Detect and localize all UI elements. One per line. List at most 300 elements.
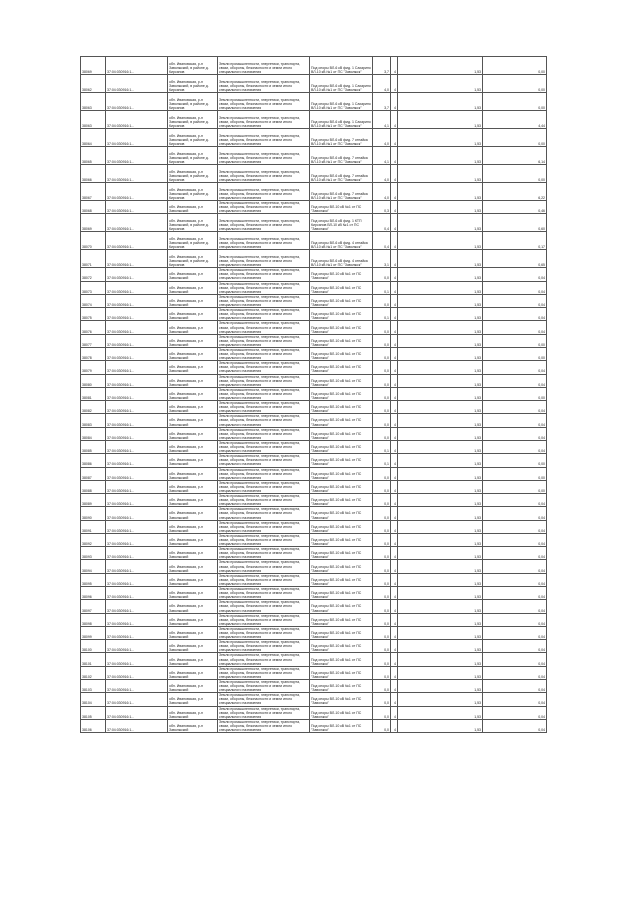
cadastral-number-cell: 37:04:030916:1... bbox=[106, 308, 168, 321]
sum-cell: 0,04 bbox=[483, 440, 547, 453]
sum-cell: 0,60 bbox=[483, 214, 547, 232]
table-row bbox=[81, 640, 547, 653]
table-row bbox=[81, 308, 547, 321]
cadastral-number-cell: 37:04:030916:1... bbox=[106, 201, 168, 214]
permitted-use-cell: Под опоры ВЛ-6 кВ фид. 7 отпайка ВЛ-10 кВ №1 от ПС "Заволжск" bbox=[310, 147, 373, 165]
rate-cell: 1,53 bbox=[398, 547, 483, 560]
location-cell: обл. Ивановская, р-н Заволжский bbox=[168, 533, 218, 546]
rate-cell: 1,53 bbox=[398, 268, 483, 281]
area-cell: 0,0 bbox=[373, 480, 391, 493]
location-cell: обл. Ивановская, р-н Заволжский bbox=[168, 626, 218, 639]
share-cell: 4 bbox=[391, 613, 398, 626]
permitted-use-cell: Под опоры ВЛ-10 кВ №1 от ПС "Заволжск" bbox=[310, 653, 373, 666]
row-id-cell: 38088 bbox=[81, 480, 106, 493]
table-row bbox=[81, 334, 547, 347]
land-category-cell: Земли промышленности, энергетики, транспорта, связи, обороны, безопасности и земли иного специального назначения bbox=[218, 75, 310, 93]
row-id-cell: 38069 bbox=[81, 57, 106, 75]
sum-cell: 0,04 bbox=[483, 693, 547, 706]
rate-cell: 1,53 bbox=[398, 250, 483, 268]
share-cell: 4 bbox=[391, 147, 398, 165]
row-id-cell: 38091 bbox=[81, 520, 106, 533]
permitted-use-cell: Под опоры ВЛ-10 кВ №1 от ПС "Заволжск" bbox=[310, 520, 373, 533]
table-row bbox=[81, 401, 547, 414]
sum-cell: 0,04 bbox=[483, 294, 547, 307]
location-cell: обл. Ивановская, р-н Заволжский bbox=[168, 374, 218, 387]
cadastral-number-cell: 37:04:030916:1... bbox=[106, 719, 168, 732]
cadastral-number-cell: 37:04:030916:1... bbox=[106, 232, 168, 250]
table-row bbox=[81, 183, 547, 201]
sum-cell: 0,00 bbox=[483, 75, 547, 93]
share-cell: 4 bbox=[391, 706, 398, 719]
row-id-cell: 38079 bbox=[81, 361, 106, 374]
area-cell: 0,0 bbox=[373, 587, 391, 600]
location-cell: обл. Ивановская, р-н Заволжский, в районе д. Кирсанов bbox=[168, 75, 218, 93]
land-category-cell: Земли промышленности, энергетики, транспорта, связи, обороны, безопасности и земли иного специального назначения bbox=[218, 347, 310, 360]
share-cell: 4 bbox=[391, 560, 398, 573]
cadastral-number-cell: 37:04:030916:1... bbox=[106, 347, 168, 360]
location-cell: обл. Ивановская, р-н Заволжский bbox=[168, 600, 218, 613]
land-category-cell: Земли промышленности, энергетики, транспорта, связи, обороны, безопасности и земли иного специального назначения bbox=[218, 520, 310, 533]
permitted-use-cell: Под опоры ВЛ-10 кВ №1 от ПС "Заволжск" bbox=[310, 308, 373, 321]
rate-cell: 1,53 bbox=[398, 294, 483, 307]
row-id-cell: 38072 bbox=[81, 268, 106, 281]
area-cell: 0,0 bbox=[373, 693, 391, 706]
location-cell: обл. Ивановская, р-н Заволжский, в районе д. Кирсанов bbox=[168, 57, 218, 75]
table-row bbox=[81, 268, 547, 281]
share-cell: 4 bbox=[391, 361, 398, 374]
share-cell: 4 bbox=[391, 626, 398, 639]
row-id-cell: 38104 bbox=[81, 693, 106, 706]
table-row bbox=[81, 361, 547, 374]
sum-cell: 0,00 bbox=[483, 480, 547, 493]
table-row bbox=[81, 467, 547, 480]
area-cell: 0,0 bbox=[373, 533, 391, 546]
permitted-use-cell: Под опоры ВЛ-10 кВ №1 от ПС "Заволжск" bbox=[310, 600, 373, 613]
sum-cell: 0,17 bbox=[483, 232, 547, 250]
table-row bbox=[81, 494, 547, 507]
rate-cell: 1,53 bbox=[398, 387, 483, 400]
sum-cell: 0,00 bbox=[483, 93, 547, 111]
cadastral-number-cell: 37:04:030916:1... bbox=[106, 75, 168, 93]
cadastral-number-cell: 37:04:030916:1... bbox=[106, 183, 168, 201]
rate-cell: 1,53 bbox=[398, 587, 483, 600]
area-cell: 3,7 bbox=[373, 57, 391, 75]
permitted-use-cell: Под опоры ВЛ-6 кВ фид. 4 отпайка ВЛ-10 кВ №1 от ПС "Заволжск" bbox=[310, 250, 373, 268]
location-cell: обл. Ивановская, р-н Заволжский bbox=[168, 653, 218, 666]
table-row bbox=[81, 706, 547, 719]
table-row bbox=[81, 232, 547, 250]
sum-cell: 0,46 bbox=[483, 201, 547, 214]
table-row bbox=[81, 387, 547, 400]
row-id-cell: 38075 bbox=[81, 308, 106, 321]
row-id-cell: 38099 bbox=[81, 626, 106, 639]
share-cell: 4 bbox=[391, 281, 398, 294]
location-cell: обл. Ивановская, р-н Заволжский bbox=[168, 560, 218, 573]
land-category-cell: Земли промышленности, энергетики, транспорта, связи, обороны, безопасности и земли иного специального назначения bbox=[218, 706, 310, 719]
rate-cell: 1,53 bbox=[398, 520, 483, 533]
permitted-use-cell: Под опоры ВЛ-10 кВ №1 от ПС "Заволжск" bbox=[310, 547, 373, 560]
area-cell: 0,0 bbox=[373, 520, 391, 533]
table-row bbox=[81, 93, 547, 111]
row-id-cell: 38094 bbox=[81, 560, 106, 573]
permitted-use-cell: Под опоры ВЛ-6 кВ фид. 1 Сахарино ВЛ-10 кВ №1 от ПС "Заволжск" bbox=[310, 111, 373, 129]
area-cell: 0,0 bbox=[373, 294, 391, 307]
row-id-cell: 38074 bbox=[81, 294, 106, 307]
share-cell: 4 bbox=[391, 573, 398, 586]
cadastral-number-cell: 37:04:030916:1... bbox=[106, 387, 168, 400]
cadastral-number-cell: 37:04:030916:1... bbox=[106, 507, 168, 520]
area-cell: 0,0 bbox=[373, 626, 391, 639]
cadastral-number-cell: 37:04:030916:1... bbox=[106, 147, 168, 165]
sum-cell: 0,04 bbox=[483, 640, 547, 653]
area-cell: 0,0 bbox=[373, 361, 391, 374]
table-row bbox=[81, 547, 547, 560]
area-cell: 4,0 bbox=[373, 75, 391, 93]
sum-cell: 0,04 bbox=[483, 281, 547, 294]
land-category-cell: Земли промышленности, энергетики, транспорта, связи, обороны, безопасности и земли иного специального назначения bbox=[218, 573, 310, 586]
row-id-cell: 38102 bbox=[81, 666, 106, 679]
permitted-use-cell: Под опоры ВЛ-10 кВ №1 от ПС "Заволжск" bbox=[310, 201, 373, 214]
cadastral-number-cell: 37:04:030916:1... bbox=[106, 467, 168, 480]
area-cell: 0,3 bbox=[373, 201, 391, 214]
land-category-cell: Земли промышленности, энергетики, транспорта, связи, обороны, безопасности и земли иного специального назначения bbox=[218, 440, 310, 453]
permitted-use-cell: Под опоры ВЛ-6 кВ фид. 7 отпайка ВЛ-10 кВ №1 от ПС "Заволжск" bbox=[310, 183, 373, 201]
area-cell: 0,0 bbox=[373, 706, 391, 719]
row-id-cell: 38083 bbox=[81, 414, 106, 427]
area-cell: 0,0 bbox=[373, 613, 391, 626]
permitted-use-cell: Под опоры ВЛ-6 кВ фид. 1 Сахарино ВЛ-10 кВ №1 от ПС "Заволжск" bbox=[310, 57, 373, 75]
rate-cell: 1,53 bbox=[398, 573, 483, 586]
row-id-cell: 38081 bbox=[81, 387, 106, 400]
cadastral-number-cell: 37:04:030916:1... bbox=[106, 440, 168, 453]
sum-cell: 6,22 bbox=[483, 183, 547, 201]
share-cell: 4 bbox=[391, 494, 398, 507]
sum-cell: 0,00 bbox=[483, 467, 547, 480]
rate-cell: 1,53 bbox=[398, 640, 483, 653]
sum-cell: 0,00 bbox=[483, 347, 547, 360]
share-cell: 4 bbox=[391, 401, 398, 414]
table-row bbox=[81, 129, 547, 147]
share-cell: 4 bbox=[391, 308, 398, 321]
land-category-cell: Земли промышленности, энергетики, транспорта, связи, обороны, безопасности и земли иного специального назначения bbox=[218, 626, 310, 639]
table-row bbox=[81, 374, 547, 387]
rate-cell: 1,53 bbox=[398, 361, 483, 374]
permitted-use-cell: Под опоры ВЛ-10 кВ №1 от ПС "Заволжск" bbox=[310, 347, 373, 360]
land-category-cell: Земли промышленности, энергетики, транспорта, связи, обороны, безопасности и земли иного специального назначения bbox=[218, 334, 310, 347]
permitted-use-cell: Под опоры ВЛ-10 кВ №1 от ПС "Заволжск" bbox=[310, 467, 373, 480]
share-cell: 4 bbox=[391, 75, 398, 93]
share-cell: 4 bbox=[391, 467, 398, 480]
area-cell: 0,0 bbox=[373, 547, 391, 560]
sum-cell: 0,04 bbox=[483, 653, 547, 666]
rate-cell: 1,53 bbox=[398, 693, 483, 706]
cadastral-number-cell: 37:04:030916:1... bbox=[106, 361, 168, 374]
location-cell: обл. Ивановская, р-н Заволжский bbox=[168, 467, 218, 480]
rate-cell: 1,53 bbox=[398, 680, 483, 693]
rate-cell: 1,53 bbox=[398, 626, 483, 639]
rate-cell: 1,53 bbox=[398, 232, 483, 250]
cadastral-number-cell: 37:04:030916:1... bbox=[106, 334, 168, 347]
land-category-cell: Земли промышленности, энергетики, транспорта, связи, обороны, безопасности и земли иного специального назначения bbox=[218, 693, 310, 706]
sum-cell: 0,04 bbox=[483, 587, 547, 600]
table-row bbox=[81, 214, 547, 232]
sum-cell: 0,04 bbox=[483, 361, 547, 374]
rate-cell: 1,53 bbox=[398, 440, 483, 453]
row-id-cell: 38085 bbox=[81, 440, 106, 453]
row-id-cell: 38082 bbox=[81, 401, 106, 414]
sum-cell: 0,04 bbox=[483, 573, 547, 586]
location-cell: обл. Ивановская, р-н Заволжский bbox=[168, 308, 218, 321]
row-id-cell: 38089 bbox=[81, 494, 106, 507]
row-id-cell: 38065 bbox=[81, 147, 106, 165]
row-id-cell: 38080 bbox=[81, 374, 106, 387]
area-cell: 0,0 bbox=[373, 268, 391, 281]
table-row bbox=[81, 321, 547, 334]
area-cell: 0,1 bbox=[373, 454, 391, 467]
land-category-cell: Земли промышленности, энергетики, транспорта, связи, обороны, безопасности и земли иного специального назначения bbox=[218, 587, 310, 600]
row-id-cell: 38084 bbox=[81, 427, 106, 440]
land-category-cell: Земли промышленности, энергетики, транспорта, связи, обороны, безопасности и земли иного специального назначения bbox=[218, 680, 310, 693]
rate-cell: 1,53 bbox=[398, 334, 483, 347]
location-cell: обл. Ивановская, р-н Заволжский, в районе д. Кирсанов bbox=[168, 93, 218, 111]
share-cell: 4 bbox=[391, 165, 398, 183]
location-cell: обл. Ивановская, р-н Заволжский bbox=[168, 321, 218, 334]
area-cell: 0,0 bbox=[373, 467, 391, 480]
permitted-use-cell: Под опоры ВЛ-6 кВ фид. 1 КТП Кирсанов ВЛ-10 кВ №1 от ПС "Заволжск" bbox=[310, 214, 373, 232]
cadastral-number-cell: 37:04:030916:1... bbox=[106, 613, 168, 626]
rate-cell: 1,53 bbox=[398, 321, 483, 334]
location-cell: обл. Ивановская, р-н Заволжский bbox=[168, 334, 218, 347]
permitted-use-cell: Под опоры ВЛ-10 кВ №1 от ПС "Заволжск" bbox=[310, 573, 373, 586]
table-row bbox=[81, 480, 547, 493]
rate-cell: 1,53 bbox=[398, 414, 483, 427]
land-category-cell: Земли промышленности, энергетики, транспорта, связи, обороны, безопасности и земли иного специального назначения bbox=[218, 308, 310, 321]
share-cell: 4 bbox=[391, 374, 398, 387]
table-row bbox=[81, 573, 547, 586]
rate-cell: 1,53 bbox=[398, 507, 483, 520]
rate-cell: 1,53 bbox=[398, 467, 483, 480]
table-row bbox=[81, 57, 547, 75]
cadastral-number-cell: 37:04:030916:1... bbox=[106, 129, 168, 147]
share-cell: 4 bbox=[391, 129, 398, 147]
sum-cell: 0,04 bbox=[483, 547, 547, 560]
cadastral-number-cell: 37:04:030916:1... bbox=[106, 427, 168, 440]
sum-cell: 0,04 bbox=[483, 494, 547, 507]
location-cell: обл. Ивановская, р-н Заволжский bbox=[168, 573, 218, 586]
row-id-cell: 38068 bbox=[81, 201, 106, 214]
land-category-cell: Земли промышленности, энергетики, транспорта, связи, обороны, безопасности и земли иного специального назначения bbox=[218, 401, 310, 414]
row-id-cell: 38098 bbox=[81, 613, 106, 626]
share-cell: 4 bbox=[391, 250, 398, 268]
permitted-use-cell: Под опоры ВЛ-10 кВ №1 от ПС "Заволжск" bbox=[310, 387, 373, 400]
sum-cell: 4,44 bbox=[483, 111, 547, 129]
sum-cell: 0,04 bbox=[483, 560, 547, 573]
permitted-use-cell: Под опоры ВЛ-10 кВ №1 от ПС "Заволжск" bbox=[310, 693, 373, 706]
table-row bbox=[81, 693, 547, 706]
location-cell: обл. Ивановская, р-н Заволжский, в районе д. Кирсанов bbox=[168, 250, 218, 268]
permitted-use-cell: Под опоры ВЛ-10 кВ №1 от ПС "Заволжск" bbox=[310, 427, 373, 440]
rate-cell: 1,53 bbox=[398, 75, 483, 93]
area-cell: 4,0 bbox=[373, 165, 391, 183]
location-cell: обл. Ивановская, р-н Заволжский bbox=[168, 454, 218, 467]
location-cell: обл. Ивановская, р-н Заволжский, в районе д. Кирсанов bbox=[168, 214, 218, 232]
row-id-cell: 38062 bbox=[81, 75, 106, 93]
cadastral-number-cell: 37:04:030916:1... bbox=[106, 111, 168, 129]
rate-cell: 1,53 bbox=[398, 201, 483, 214]
permitted-use-cell: Под опоры ВЛ-10 кВ №1 от ПС "Заволжск" bbox=[310, 613, 373, 626]
row-id-cell: 38100 bbox=[81, 640, 106, 653]
rate-cell: 1,53 bbox=[398, 600, 483, 613]
area-cell: 0,0 bbox=[373, 334, 391, 347]
rate-cell: 1,53 bbox=[398, 427, 483, 440]
permitted-use-cell: Под опоры ВЛ-10 кВ №1 от ПС "Заволжск" bbox=[310, 706, 373, 719]
table-row bbox=[81, 587, 547, 600]
cadastral-number-cell: 37:04:030916:1... bbox=[106, 281, 168, 294]
permitted-use-cell: Под опоры ВЛ-10 кВ №1 от ПС "Заволжск" bbox=[310, 640, 373, 653]
sum-cell: 0,04 bbox=[483, 680, 547, 693]
row-id-cell: 38071 bbox=[81, 250, 106, 268]
land-category-cell: Земли промышленности, энергетики, транспорта, связи, обороны, безопасности и земли иного специального назначения bbox=[218, 427, 310, 440]
area-cell: 4,1 bbox=[373, 147, 391, 165]
share-cell: 4 bbox=[391, 666, 398, 679]
cadastral-number-cell: 37:04:030916:1... bbox=[106, 693, 168, 706]
sum-cell: 0,00 bbox=[483, 165, 547, 183]
cadastral-number-cell: 37:04:030916:1... bbox=[106, 547, 168, 560]
land-category-cell: Земли промышленности, энергетики, транспорта, связи, обороны, безопасности и земли иного специального назначения bbox=[218, 613, 310, 626]
sum-cell: 0,04 bbox=[483, 321, 547, 334]
location-cell: обл. Ивановская, р-н Заволжский bbox=[168, 268, 218, 281]
rate-cell: 1,53 bbox=[398, 111, 483, 129]
row-id-cell: 38087 bbox=[81, 467, 106, 480]
permitted-use-cell: Под опоры ВЛ-10 кВ №1 от ПС "Заволжск" bbox=[310, 533, 373, 546]
land-category-cell: Земли промышленности, энергетики, транспорта, связи, обороны, безопасности и земли иного специального назначения bbox=[218, 533, 310, 546]
table-row bbox=[81, 613, 547, 626]
row-id-cell: 38086 bbox=[81, 454, 106, 467]
land-category-cell: Земли промышленности, энергетики, транспорта, связи, обороны, безопасности и земли иного специального назначения bbox=[218, 547, 310, 560]
area-cell: 0,0 bbox=[373, 387, 391, 400]
land-category-cell: Земли промышленности, энергетики, транспорта, связи, обороны, безопасности и земли иного специального назначения bbox=[218, 57, 310, 75]
permitted-use-cell: Под опоры ВЛ-10 кВ №1 от ПС "Заволжск" bbox=[310, 374, 373, 387]
sum-cell: 0,04 bbox=[483, 520, 547, 533]
share-cell: 4 bbox=[391, 347, 398, 360]
row-id-cell: 38093 bbox=[81, 547, 106, 560]
sum-cell: 6,14 bbox=[483, 147, 547, 165]
share-cell: 4 bbox=[391, 480, 398, 493]
share-cell: 4 bbox=[391, 427, 398, 440]
table-row bbox=[81, 560, 547, 573]
cadastral-number-cell: 37:04:030916:1... bbox=[106, 573, 168, 586]
area-cell: 0,0 bbox=[373, 653, 391, 666]
area-cell: 0,0 bbox=[373, 507, 391, 520]
table-row bbox=[81, 347, 547, 360]
sum-cell: 0,04 bbox=[483, 507, 547, 520]
sum-cell: 0,04 bbox=[483, 626, 547, 639]
row-id-cell: 38064 bbox=[81, 129, 106, 147]
cadastral-number-cell: 37:04:030916:1... bbox=[106, 268, 168, 281]
row-id-cell: 38101 bbox=[81, 653, 106, 666]
land-category-cell: Земли промышленности, энергетики, транспорта, связи, обороны, безопасности и земли иного специального назначения bbox=[218, 250, 310, 268]
share-cell: 4 bbox=[391, 587, 398, 600]
permitted-use-cell: Под опоры ВЛ-10 кВ №1 от ПС "Заволжск" bbox=[310, 454, 373, 467]
table-row bbox=[81, 427, 547, 440]
table-row bbox=[81, 520, 547, 533]
table-row bbox=[81, 147, 547, 165]
location-cell: обл. Ивановская, р-н Заволжский bbox=[168, 480, 218, 493]
location-cell: обл. Ивановская, р-н Заволжский, в районе д. Кирсанов bbox=[168, 232, 218, 250]
share-cell: 4 bbox=[391, 232, 398, 250]
row-id-cell: 38090 bbox=[81, 507, 106, 520]
sum-cell: 0,04 bbox=[483, 401, 547, 414]
area-cell: 0,0 bbox=[373, 680, 391, 693]
permitted-use-cell: Под опоры ВЛ-10 кВ №1 от ПС "Заволжск" bbox=[310, 719, 373, 732]
share-cell: 4 bbox=[391, 440, 398, 453]
rate-cell: 1,53 bbox=[398, 401, 483, 414]
share-cell: 4 bbox=[391, 414, 398, 427]
cadastral-number-cell: 37:04:030916:1... bbox=[106, 165, 168, 183]
land-category-cell: Земли промышленности, энергетики, транспорта, связи, обороны, безопасности и земли иного специального назначения bbox=[218, 600, 310, 613]
land-category-cell: Земли промышленности, энергетики, транспорта, связи, обороны, безопасности и земли иного специального назначения bbox=[218, 374, 310, 387]
permitted-use-cell: Под опоры ВЛ-10 кВ №1 от ПС "Заволжск" bbox=[310, 480, 373, 493]
land-category-cell: Земли промышленности, энергетики, транспорта, связи, обороны, безопасности и земли иного специального назначения bbox=[218, 281, 310, 294]
area-cell: 0,0 bbox=[373, 321, 391, 334]
area-cell: 0,0 bbox=[373, 640, 391, 653]
rate-cell: 1,53 bbox=[398, 613, 483, 626]
cadastral-number-cell: 37:04:030916:1... bbox=[106, 57, 168, 75]
land-category-cell: Земли промышленности, энергетики, транспорта, связи, обороны, безопасности и земли иного специального назначения bbox=[218, 653, 310, 666]
location-cell: обл. Ивановская, р-н Заволжский bbox=[168, 547, 218, 560]
sum-cell: 0,04 bbox=[483, 427, 547, 440]
land-category-cell: Земли промышленности, энергетики, транспорта, связи, обороны, безопасности и земли иного специального назначения bbox=[218, 129, 310, 147]
table-row bbox=[81, 533, 547, 546]
area-cell: 0,0 bbox=[373, 414, 391, 427]
permitted-use-cell: Под опоры ВЛ-10 кВ №1 от ПС "Заволжск" bbox=[310, 281, 373, 294]
permitted-use-cell: Под опоры ВЛ-10 кВ №1 от ПС "Заволжск" bbox=[310, 268, 373, 281]
location-cell: обл. Ивановская, р-н Заволжский bbox=[168, 281, 218, 294]
area-cell: 0,0 bbox=[373, 719, 391, 732]
rate-cell: 1,53 bbox=[398, 129, 483, 147]
rate-cell: 1,53 bbox=[398, 281, 483, 294]
sum-cell: 0,04 bbox=[483, 374, 547, 387]
land-category-cell: Земли промышленности, энергетики, транспорта, связи, обороны, безопасности и земли иного специального назначения bbox=[218, 232, 310, 250]
cadastral-number-cell: 37:04:030916:1... bbox=[106, 666, 168, 679]
location-cell: обл. Ивановская, р-н Заволжский bbox=[168, 706, 218, 719]
table-row bbox=[81, 250, 547, 268]
location-cell: обл. Ивановская, р-н Заволжский bbox=[168, 294, 218, 307]
land-category-cell: Земли промышленности, энергетики, транспорта, связи, обороны, безопасности и земли иного специального назначения bbox=[218, 321, 310, 334]
land-category-cell: Земли промышленности, энергетики, транспорта, связи, обороны, безопасности и земли иного специального назначения bbox=[218, 183, 310, 201]
permitted-use-cell: Под опоры ВЛ-6 кВ фид. 1 Сахарино ВЛ-10 кВ №1 от ПС "Заволжск" bbox=[310, 75, 373, 93]
share-cell: 4 bbox=[391, 520, 398, 533]
permitted-use-cell: Под опоры ВЛ-6 кВ фид. 7 отпайка ВЛ-10 кВ №1 от ПС "Заволжск" bbox=[310, 165, 373, 183]
permitted-use-cell: Под опоры ВЛ-10 кВ №1 от ПС "Заволжск" bbox=[310, 507, 373, 520]
permitted-use-cell: Под опоры ВЛ-6 кВ фид. 7 отпайка ВЛ-10 кВ №1 от ПС "Заволжск" bbox=[310, 129, 373, 147]
sum-cell: 0,04 bbox=[483, 706, 547, 719]
rate-cell: 1,53 bbox=[398, 533, 483, 546]
rate-cell: 1,53 bbox=[398, 165, 483, 183]
row-id-cell: 38066 bbox=[81, 165, 106, 183]
land-category-cell: Земли промышленности, энергетики, транспорта, связи, обороны, безопасности и земли иного специального назначения bbox=[218, 666, 310, 679]
land-category-cell: Земли промышленности, энергетики, транспорта, связи, обороны, безопасности и земли иного специального назначения bbox=[218, 414, 310, 427]
table-row bbox=[81, 281, 547, 294]
row-id-cell: 38067 bbox=[81, 183, 106, 201]
land-category-cell: Земли промышленности, энергетики, транспорта, связи, обороны, безопасности и земли иного специального назначения bbox=[218, 147, 310, 165]
location-cell: обл. Ивановская, р-н Заволжский bbox=[168, 414, 218, 427]
location-cell: обл. Ивановская, р-н Заволжский bbox=[168, 719, 218, 732]
rate-cell: 1,53 bbox=[398, 147, 483, 165]
share-cell: 4 bbox=[391, 387, 398, 400]
row-id-cell: 38073 bbox=[81, 281, 106, 294]
cadastral-number-cell: 37:04:030916:1... bbox=[106, 706, 168, 719]
